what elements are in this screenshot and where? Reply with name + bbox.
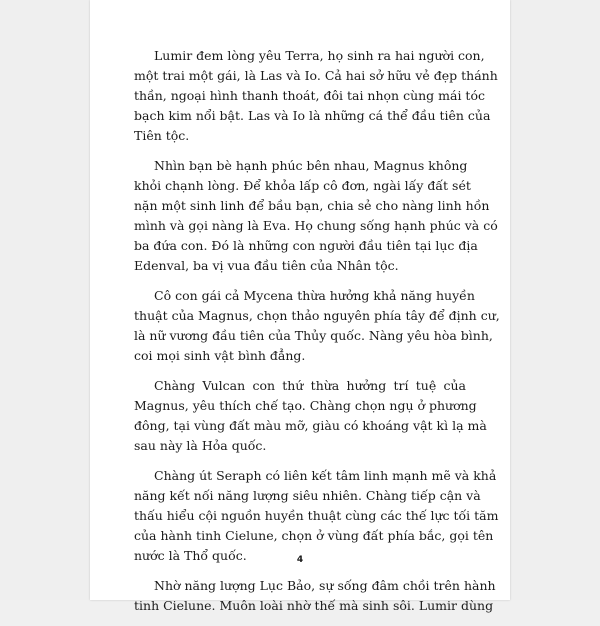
paragraph [134,466,499,566]
text-line: đông, tại vùng đất màu mỡ, giàu có khoáng vật kì lạ mà [134,418,487,433]
text-line: là nữ vương đầu tiên của Thủy quốc. Nàng yêu hòa bình, [134,328,493,343]
text-line: ba đứa con. Đó là những con người đầu tiên tại lục địa [134,238,478,253]
text-line: Chàng Vulcan con thứ thừa hưởng trí tuệ của [154,378,466,393]
text-line: coi mọi sinh vật bình đẳng. [134,348,306,363]
text-line: nước là Thổ quốc. [134,548,247,563]
text-line: Magnus, yêu thích chế tạo. Chàng chọn ngụ ở phương [134,398,477,413]
paragraph [134,46,498,146]
text-line: Lumir đem lòng yêu Terra, họ sinh ra hai người con, [154,48,485,63]
text-line: bạch kim nổi bật. Las và Io là những cá thể đầu tiên của [134,108,491,123]
text-line: thuật của Magnus, chọn thảo nguyên phía tây để định cư, [134,308,500,323]
paragraph [134,576,496,616]
text-line: năng kết nối năng lượng siêu nhiên. Chàng tiếp cận và [134,488,481,503]
text-line: Nhờ năng lượng Lục Bảo, sự sống đâm chồi trên hành [154,578,496,593]
paragraph [134,286,500,366]
text-line: của hành tinh Cielune, chọn ở vùng đất phía bắc, gọi tên [134,528,494,543]
paragraph [134,156,498,276]
text-line: nặn một sinh linh để bầu bạn, chia sẻ cho nàng linh hồn [134,198,490,213]
text-line: thấu hiểu cội nguồn huyền thuật cùng các thế lực tối tăm [134,508,499,523]
text-line: Chàng út Seraph có liên kết tâm linh mạnh mẽ và khả [154,468,497,483]
text-line: Cô con gái cả Mycena thừa hưởng khả năng huyền [154,288,475,303]
paragraph [134,376,487,456]
text-line: Nhìn bạn bè hạnh phúc bên nhau, Magnus không [154,158,468,173]
text-line: mình và gọi nàng là Eva. Họ chung sống hạnh phúc và có [134,218,498,233]
text-line: thần, ngoại hình thanh thoát, đôi tai nhọn cùng mái tóc [134,88,485,103]
text-line: Tiên tộc. [134,128,190,143]
page-number: 4 [296,555,304,565]
body-text [134,46,500,626]
book-page [90,0,510,613]
text-line: sau này là Hỏa quốc. [134,438,267,453]
text-line: một trai một gái, là Las và Io. Cả hai sở hữu vẻ đẹp thánh [134,68,498,83]
text-line: tinh Cielune. Muôn loài nhờ thế mà sinh sôi. Lumir dùng [134,598,494,613]
text-line: khỏi chạnh lòng. Để khỏa lấp cô đơn, ngài lấy đất sét [134,178,471,193]
text-line: Edenval, ba vị vua đầu tiên của Nhân tộc. [134,258,399,273]
